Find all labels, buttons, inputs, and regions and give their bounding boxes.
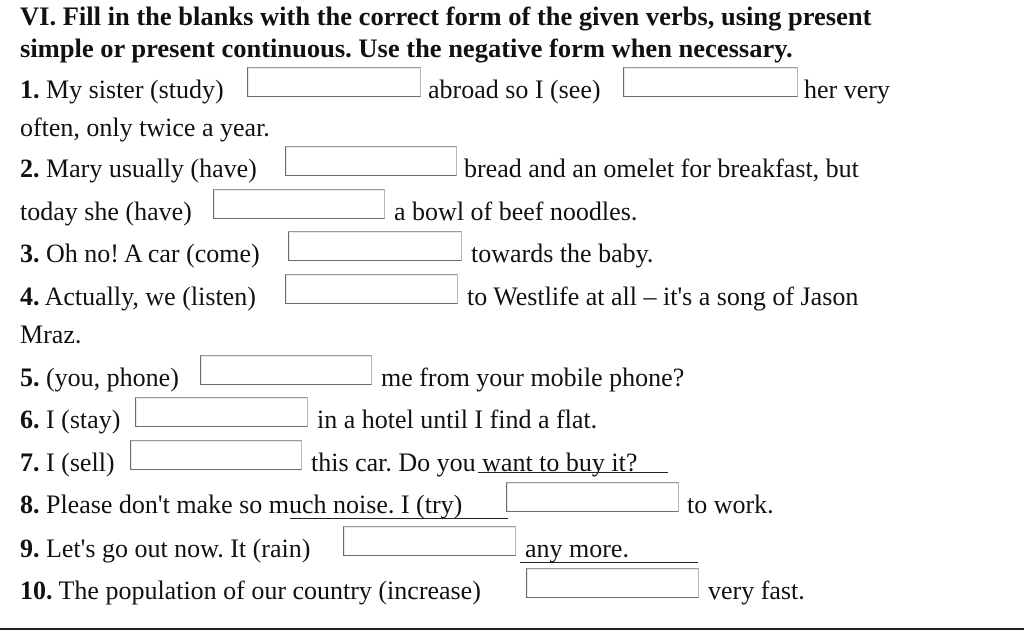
question-text: to work. [687,490,774,519]
underline-mark [478,472,668,473]
bottom-rule [0,628,1024,630]
underline-mark [520,562,698,563]
question-text: a bowl of beef noodles. [394,197,638,226]
question-text: me from your mobile phone? [381,363,685,392]
question-text: (you, phone) [39,363,179,392]
question-text: Mary usually (have) [39,154,257,183]
answer-blank-5[interactable] [200,355,372,385]
question-number: 1. [20,75,40,104]
question-text: My sister (study) [39,75,224,104]
question-text: The population of our country (increase) [52,576,481,605]
question-number: 7. [20,448,40,477]
exercise-heading [20,0,1010,64]
question-number: 5. [20,363,40,392]
question-text: Oh no! A car (come) [39,239,260,268]
question-number: 4. [20,282,40,311]
question-text: Actually, we (listen) [39,282,256,311]
question-number: 10. [20,576,53,605]
answer-blank-7[interactable] [130,440,302,470]
answer-blank-10[interactable] [526,568,699,598]
question-number: 8. [20,490,40,519]
answer-blank-8[interactable] [506,482,679,512]
question-number: 9. [20,534,40,563]
question-number: 2. [20,154,40,183]
question-text: abroad so I (see) [428,75,601,104]
heading-line-2: simple or present continuous. Use the negative form when necessary. [20,33,793,63]
answer-blank-2a[interactable] [285,146,457,176]
question-text: today she (have) [20,197,192,226]
answer-blank-6[interactable] [135,397,308,427]
question-text: often, only twice a year. [20,113,270,142]
question-text: I (stay) [39,405,121,434]
question-text: Please don't make so much noise. I (try) [39,490,463,519]
question-text: Let's go out now. It (rain) [39,534,311,563]
question-text: bread and an omelet for breakfast, but [464,154,859,183]
heading-line-1: VI. Fill in the blanks with the correct form of the given verbs, using present [20,1,872,31]
answer-blank-4[interactable] [285,274,458,304]
question-text: Mraz. [20,320,82,349]
question-text: any more. [525,534,629,563]
answer-blank-9[interactable] [343,526,516,556]
answer-blank-3[interactable] [288,231,462,261]
underline-mark [290,518,508,519]
question-text: this car. Do you want to buy it? [311,448,638,477]
answer-blank-1b[interactable] [623,67,798,97]
question-number: 3. [20,239,40,268]
question-text: very fast. [708,576,805,605]
question-text: her very [804,75,890,104]
question-text: to Westlife at all – it's a song of Jason [467,282,859,311]
question-text: in a hotel until I find a flat. [317,405,598,434]
question-text: I (sell) [39,448,115,477]
question-number: 6. [20,405,40,434]
question-text: towards the baby. [471,239,654,268]
answer-blank-1a[interactable] [247,67,421,97]
answer-blank-2b[interactable] [213,189,385,219]
